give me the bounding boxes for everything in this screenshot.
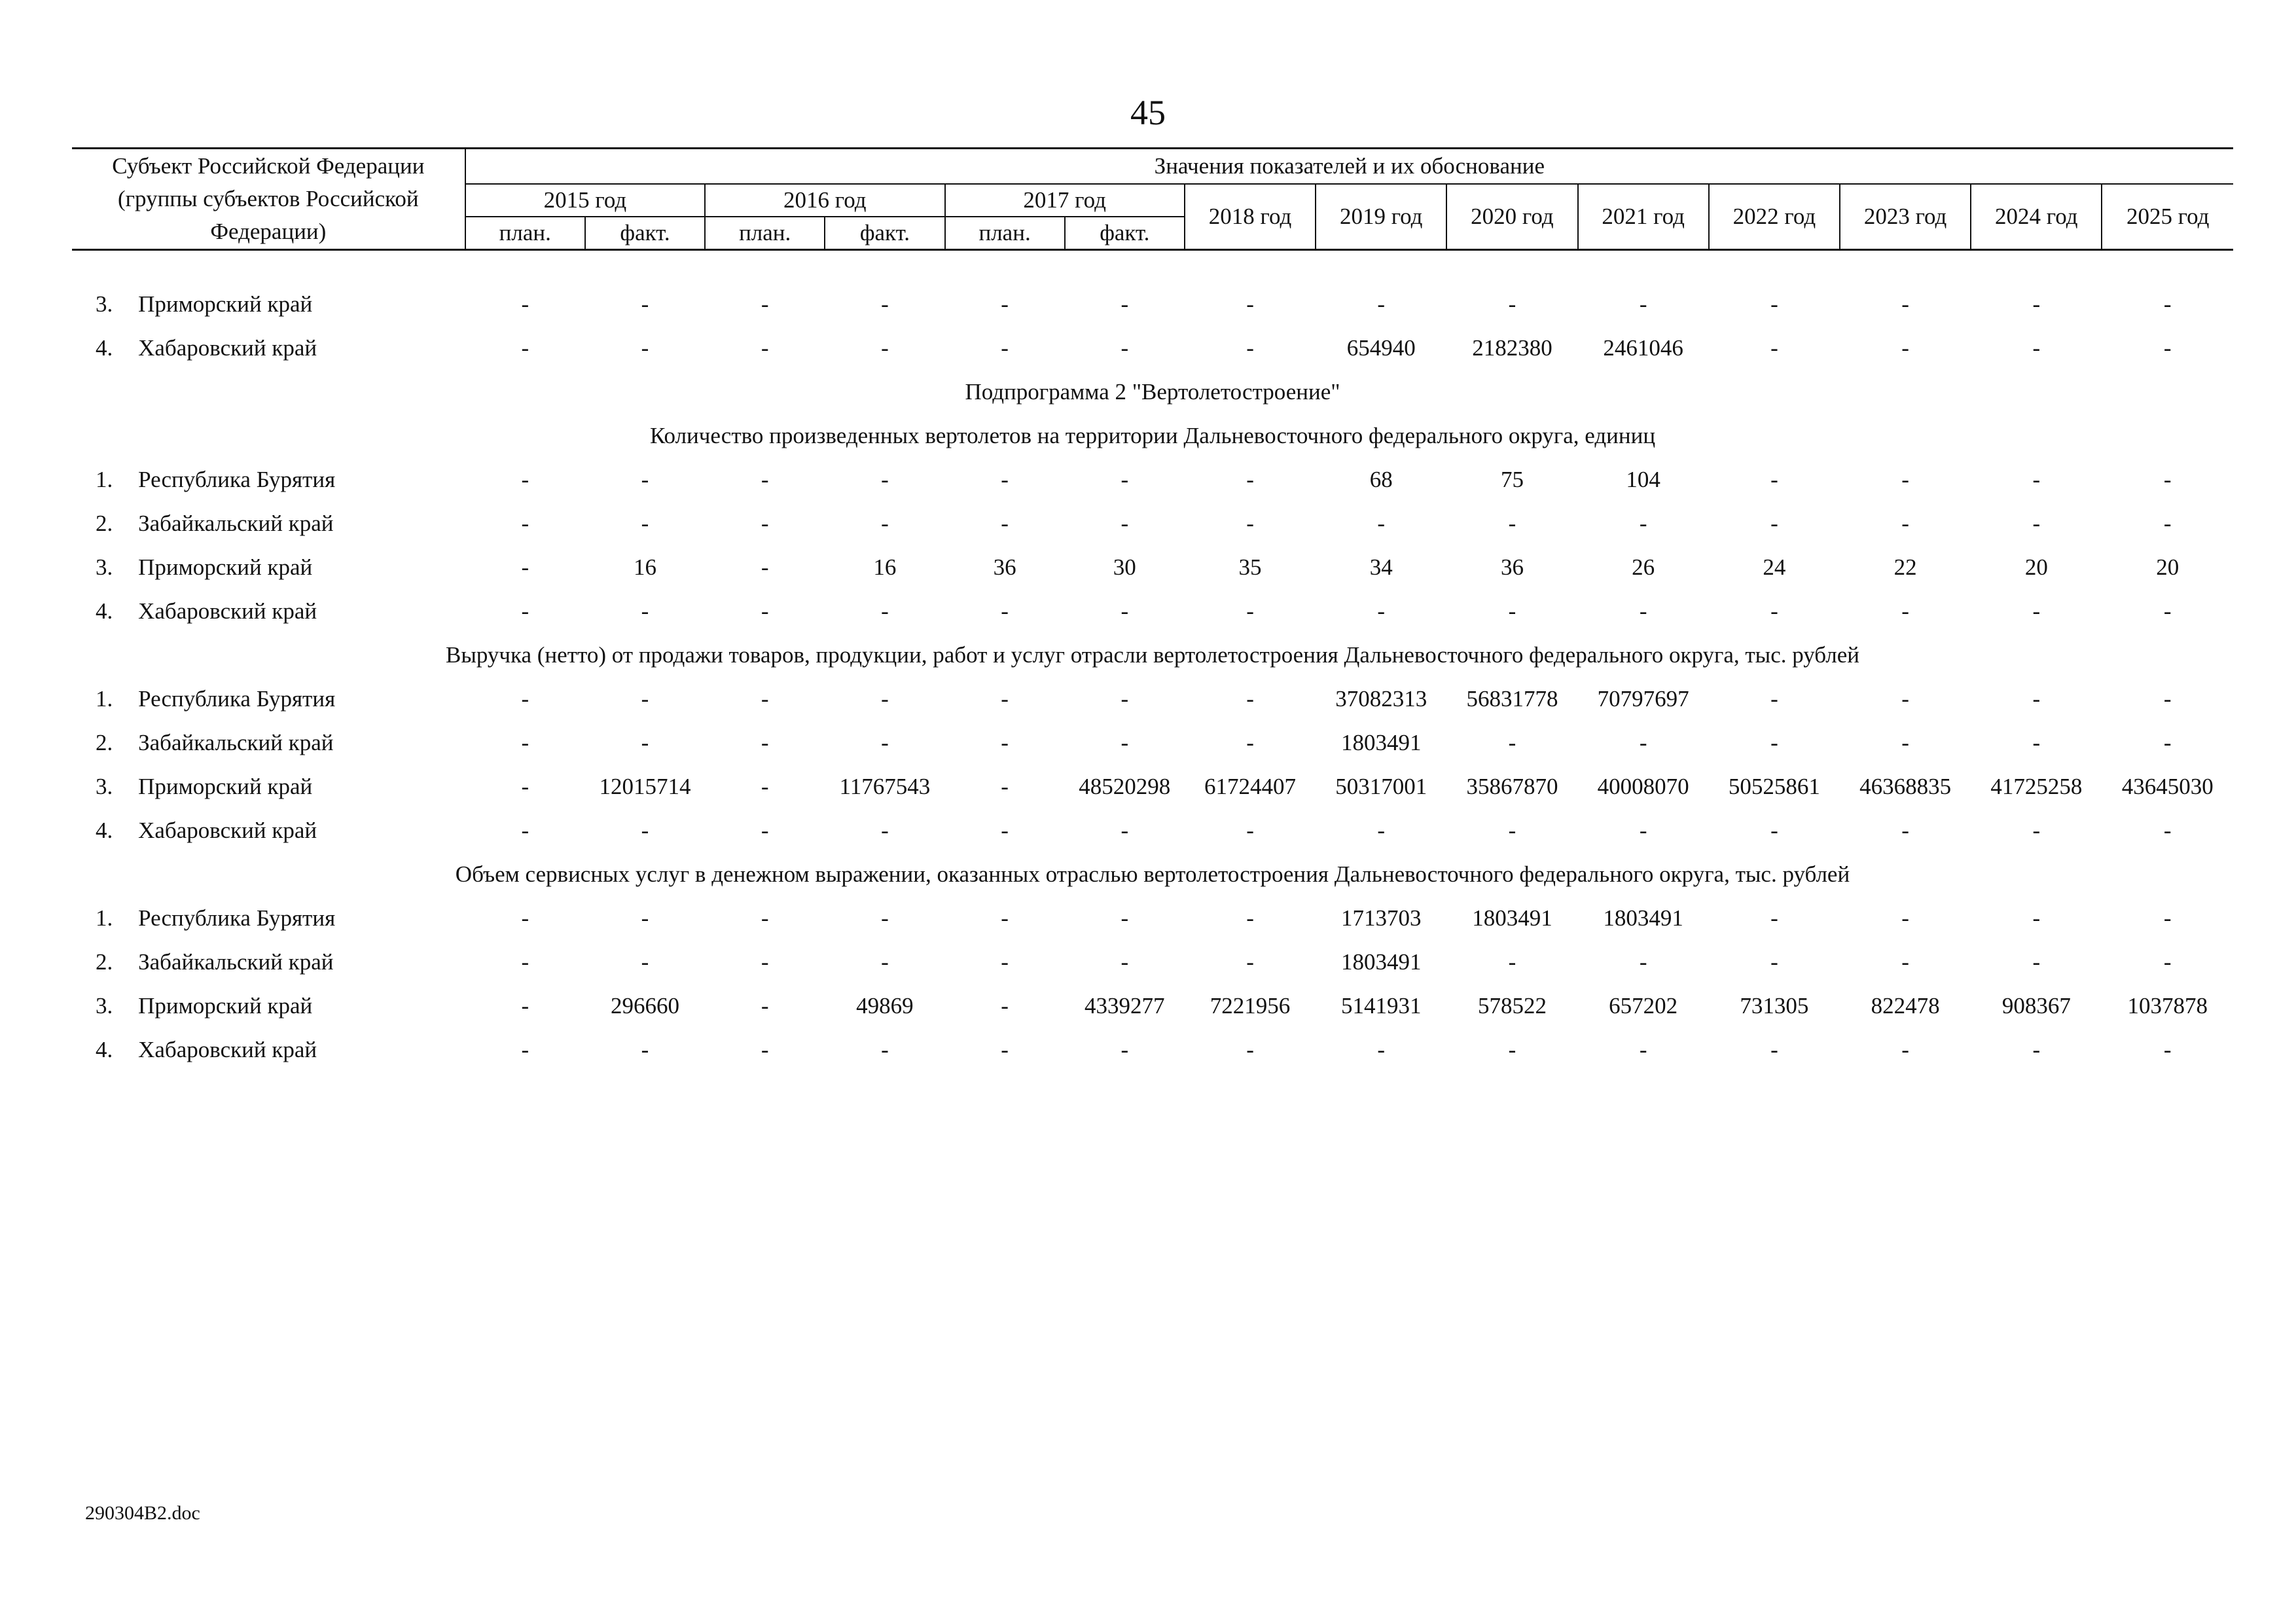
value-cell: - [1246, 685, 1254, 712]
value-cell: - [761, 948, 769, 975]
table-row [72, 501, 2233, 545]
value-cell: 37082313 [1335, 685, 1427, 712]
value-cell: - [1901, 510, 1909, 536]
value-cell: - [2163, 948, 2172, 975]
value-cell: - [1377, 510, 1386, 536]
year-header-2019: 2019 год [1316, 184, 1446, 250]
row-number: 4. [96, 1036, 113, 1062]
value-cell: - [1508, 291, 1516, 317]
value-cell: 56831778 [1466, 685, 1558, 712]
value-cell: - [1770, 905, 1778, 931]
region-name: Хабаровский край [138, 817, 317, 843]
table-row [72, 545, 2233, 589]
value-cell: - [2163, 291, 2172, 317]
table-row [72, 765, 2233, 808]
value-cell: 22 [1893, 554, 1917, 580]
value-cell: - [1246, 948, 1254, 975]
value-cell: - [881, 948, 889, 975]
value-cell: - [1001, 905, 1009, 931]
value-cell: - [1508, 510, 1516, 536]
value-cell: 30 [1113, 554, 1136, 580]
value-cell: - [1508, 729, 1516, 755]
table-row [72, 808, 2233, 852]
value-cell: 70797697 [1597, 685, 1689, 712]
value-cell: - [1001, 817, 1009, 843]
value-cell: - [1246, 466, 1254, 492]
value-cell: - [2032, 948, 2041, 975]
value-cell: - [761, 992, 769, 1019]
value-cell: - [1770, 466, 1778, 492]
value-cell: - [1639, 510, 1647, 536]
value-cell: 20 [2024, 554, 2048, 580]
values-header: Значения показателей и их обоснование [465, 149, 2233, 185]
section-title: Подпрограмма 2 "Вертолетостроение" [965, 378, 1340, 405]
value-cell: - [641, 905, 649, 931]
value-cell: - [2163, 598, 2172, 624]
value-cell: - [1770, 685, 1778, 712]
value-cell: - [1639, 729, 1647, 755]
row-number: 4. [96, 598, 113, 624]
value-cell: - [1770, 1036, 1778, 1062]
value-cell: - [761, 1036, 769, 1062]
value-cell: - [641, 729, 649, 755]
table-row [72, 326, 2233, 370]
value-cell: - [521, 510, 529, 536]
value-cell: - [1508, 948, 1516, 975]
value-cell: - [521, 334, 529, 361]
value-cell: - [521, 992, 529, 1019]
value-cell: - [761, 817, 769, 843]
year-header-2016: 2016 год [705, 184, 944, 217]
value-cell: - [2163, 685, 2172, 712]
region-name: Приморский край [138, 773, 313, 799]
fact-header-2017: факт. [1065, 217, 1185, 250]
value-cell: - [2032, 598, 2041, 624]
year-header-2020: 2020 год [1446, 184, 1577, 250]
value-cell: 35 [1238, 554, 1262, 580]
fact-header-2015: факт. [585, 217, 705, 250]
value-cell: - [1246, 905, 1254, 931]
value-cell: - [641, 598, 649, 624]
year-header-2018: 2018 год [1185, 184, 1316, 250]
value-cell: - [761, 773, 769, 799]
value-cell: - [1770, 291, 1778, 317]
value-cell: 40008070 [1597, 773, 1689, 799]
value-cell: - [1639, 291, 1647, 317]
row-number: 1. [96, 905, 113, 931]
value-cell: - [641, 334, 649, 361]
value-cell: - [521, 1036, 529, 1062]
value-cell: - [641, 466, 649, 492]
value-cell: - [761, 334, 769, 361]
row-number: 2. [96, 510, 113, 536]
value-cell: - [1246, 1036, 1254, 1062]
value-cell: - [881, 466, 889, 492]
value-cell: - [1121, 598, 1129, 624]
value-cell: 75 [1500, 466, 1524, 492]
value-cell: - [2163, 905, 2172, 931]
table-row [72, 458, 2233, 501]
value-cell: 12015714 [599, 773, 691, 799]
value-cell: - [2163, 510, 2172, 536]
value-cell: 48520298 [1079, 773, 1171, 799]
value-cell: 68 [1369, 466, 1393, 492]
table-row [72, 677, 2233, 721]
value-cell: - [521, 729, 529, 755]
value-cell: - [641, 948, 649, 975]
region-name: Забайкальский край [138, 729, 334, 755]
value-cell: - [1770, 510, 1778, 536]
section-title-row [72, 370, 2233, 414]
value-cell: 4339277 [1085, 992, 1165, 1019]
value-cell: - [761, 291, 769, 317]
value-cell: - [1639, 948, 1647, 975]
value-cell: - [2163, 1036, 2172, 1062]
value-cell: - [1001, 729, 1009, 755]
value-cell: - [1901, 291, 1909, 317]
year-header-2015: 2015 год [465, 184, 705, 217]
value-cell: - [521, 817, 529, 843]
value-cell: 43645030 [2121, 773, 2214, 799]
value-cell: - [641, 510, 649, 536]
value-cell: - [1377, 1036, 1386, 1062]
value-cell: - [1121, 334, 1129, 361]
value-cell: - [2163, 817, 2172, 843]
value-cell: 61724407 [1204, 773, 1297, 799]
value-cell: - [1246, 598, 1254, 624]
value-cell: - [761, 554, 769, 580]
value-cell: - [1770, 948, 1778, 975]
value-cell: - [521, 466, 529, 492]
row-number: 2. [96, 948, 113, 975]
value-cell: - [1246, 510, 1254, 536]
value-cell: - [521, 554, 529, 580]
value-cell: - [1121, 510, 1129, 536]
value-cell: - [1121, 729, 1129, 755]
row-number: 3. [96, 992, 113, 1019]
plan-header-2015: план. [465, 217, 585, 250]
section-title: Выручка (нетто) от продажи товаров, продукции, работ и услуг отрасли вертолетостроения Дальневосточного федерального округа, тыс. рублей [446, 641, 1859, 668]
value-cell: 20 [2156, 554, 2179, 580]
value-cell: - [761, 598, 769, 624]
value-cell: 822478 [1871, 992, 1940, 1019]
value-cell: 2182380 [1472, 334, 1552, 361]
year-header-2023: 2023 год [1840, 184, 1971, 250]
value-cell: - [1639, 1036, 1647, 1062]
value-cell: - [881, 729, 889, 755]
value-cell: 1803491 [1340, 729, 1422, 755]
value-cell: - [2032, 291, 2041, 317]
value-cell: 731305 [1740, 992, 1809, 1019]
value-cell: - [521, 598, 529, 624]
value-cell: - [521, 291, 529, 317]
value-cell: - [1639, 817, 1647, 843]
value-cell: - [1001, 598, 1009, 624]
value-cell: - [1901, 1036, 1909, 1062]
document-filename: 290304B2.doc [85, 1502, 200, 1524]
value-cell: - [881, 817, 889, 843]
table-row [72, 896, 2233, 940]
value-cell: 5141931 [1340, 992, 1422, 1019]
table-row [72, 282, 2233, 326]
year-header-2017: 2017 год [945, 184, 1185, 217]
value-cell: - [761, 466, 769, 492]
value-cell: - [1001, 466, 1009, 492]
value-cell: - [1377, 291, 1386, 317]
value-cell: 50317001 [1335, 773, 1427, 799]
value-cell: 49869 [856, 992, 914, 1019]
value-cell: - [1508, 598, 1516, 624]
value-cell: - [1508, 1036, 1516, 1062]
value-cell: 7221956 [1210, 992, 1291, 1019]
value-cell: - [1901, 729, 1909, 755]
header-spacer [72, 250, 2233, 283]
value-cell: - [641, 817, 649, 843]
value-cell: 35867870 [1466, 773, 1558, 799]
value-cell: - [641, 291, 649, 317]
value-cell: 1037878 [2127, 992, 2208, 1019]
value-cell: - [2032, 510, 2041, 536]
value-cell: - [521, 773, 529, 799]
subject-column-header: Субъект Российской Федерации (группы субъектов Российской Федерации) [72, 149, 465, 250]
section-title-row [72, 414, 2233, 458]
value-cell: - [1121, 1036, 1129, 1062]
year-header-2021: 2021 год [1578, 184, 1709, 250]
spacer-cell [72, 250, 2233, 283]
region-name: Республика Бурятия [138, 905, 336, 931]
value-cell: - [1121, 817, 1129, 843]
value-cell: - [1121, 685, 1129, 712]
page-number: 45 [1130, 93, 1166, 132]
value-cell: - [1246, 334, 1254, 361]
value-cell: - [881, 905, 889, 931]
value-cell: - [1121, 948, 1129, 975]
value-cell: - [1770, 729, 1778, 755]
value-cell: 578522 [1477, 992, 1547, 1019]
value-cell: - [1001, 948, 1009, 975]
value-cell: 41725258 [1990, 773, 2083, 799]
value-cell: - [1770, 334, 1778, 361]
value-cell: - [2032, 334, 2041, 361]
value-cell: - [1001, 992, 1009, 1019]
value-cell: 1803491 [1340, 948, 1422, 975]
row-number: 4. [96, 817, 113, 843]
value-cell: - [1246, 729, 1254, 755]
value-cell: - [2032, 817, 2041, 843]
value-cell: - [761, 905, 769, 931]
value-cell: 24 [1763, 554, 1786, 580]
year-header-2024: 2024 год [1971, 184, 2102, 250]
plan-header-2017: план. [945, 217, 1065, 250]
value-cell: - [521, 948, 529, 975]
value-cell: 104 [1626, 466, 1660, 492]
value-cell: - [1377, 598, 1386, 624]
region-name: Хабаровский край [138, 1036, 317, 1062]
row-number: 2. [96, 729, 113, 755]
value-cell: - [881, 1036, 889, 1062]
table-row [72, 589, 2233, 633]
indicator-table-wrapper [72, 147, 2233, 1072]
section-title: Количество произведенных вертолетов на территории Дальневосточного федерального округа, единиц [649, 422, 1656, 448]
region-name: Республика Бурятия [138, 685, 336, 712]
value-cell: 46368835 [1859, 773, 1952, 799]
value-cell: - [1001, 1036, 1009, 1062]
value-cell: 908367 [2001, 992, 2071, 1019]
value-cell: 1803491 [1603, 905, 1683, 931]
value-cell: - [641, 685, 649, 712]
value-cell: - [1246, 291, 1254, 317]
value-cell: - [2032, 1036, 2041, 1062]
value-cell: - [1001, 334, 1009, 361]
value-cell: - [1901, 905, 1909, 931]
table-body [72, 250, 2233, 1072]
value-cell: 11767543 [839, 773, 931, 799]
value-cell: - [1001, 685, 1009, 712]
plan-header-2016: план. [705, 217, 825, 250]
row-number: 1. [96, 685, 113, 712]
value-cell: - [881, 598, 889, 624]
table-row [72, 1028, 2233, 1072]
region-name: Хабаровский край [138, 598, 317, 624]
value-cell: 34 [1369, 554, 1393, 580]
fact-header-2016: факт. [825, 217, 944, 250]
value-cell: - [1901, 466, 1909, 492]
row-number: 1. [96, 466, 113, 492]
region-name: Забайкальский край [138, 510, 334, 536]
table-row [72, 940, 2233, 984]
value-cell: 657202 [1609, 992, 1678, 1019]
section-title-row [72, 633, 2233, 677]
row-number: 3. [96, 554, 113, 580]
value-cell: - [2163, 729, 2172, 755]
table-header [72, 149, 2233, 250]
region-name: Приморский край [138, 554, 313, 580]
value-cell: - [1901, 685, 1909, 712]
region-name: Хабаровский край [138, 334, 317, 361]
value-cell: - [761, 729, 769, 755]
value-cell: 296660 [610, 992, 679, 1019]
row-number: 4. [96, 334, 113, 361]
value-cell: - [2032, 685, 2041, 712]
value-cell: - [1001, 510, 1009, 536]
value-cell: - [761, 510, 769, 536]
row-number: 3. [96, 291, 113, 317]
value-cell: - [2163, 466, 2172, 492]
value-cell: - [2032, 905, 2041, 931]
region-name: Приморский край [138, 291, 313, 317]
value-cell: - [1901, 598, 1909, 624]
value-cell: 654940 [1346, 334, 1416, 361]
region-name: Республика Бурятия [138, 466, 336, 492]
table-row [72, 984, 2233, 1028]
row-number: 3. [96, 773, 113, 799]
table-row [72, 721, 2233, 765]
region-name: Приморский край [138, 992, 313, 1019]
value-cell: - [1121, 291, 1129, 317]
value-cell: - [881, 291, 889, 317]
indicator-table [72, 147, 2233, 1072]
section-title-row [72, 852, 2233, 896]
year-header-2025: 2025 год [2102, 184, 2233, 250]
value-cell: - [881, 334, 889, 361]
region-name: Забайкальский край [138, 948, 334, 975]
value-cell: - [1901, 334, 1909, 361]
value-cell: - [641, 1036, 649, 1062]
value-cell: 26 [1632, 554, 1655, 580]
value-cell: - [1639, 598, 1647, 624]
value-cell: - [521, 685, 529, 712]
value-cell: - [1001, 773, 1009, 799]
value-cell: - [1901, 948, 1909, 975]
value-cell: 50525861 [1728, 773, 1820, 799]
value-cell: - [1121, 466, 1129, 492]
value-cell: 16 [633, 554, 656, 580]
value-cell: - [1377, 817, 1386, 843]
value-cell: 2461046 [1603, 334, 1683, 361]
value-cell: - [881, 685, 889, 712]
value-cell: - [2032, 466, 2041, 492]
value-cell: - [1770, 817, 1778, 843]
value-cell: - [1508, 817, 1516, 843]
value-cell: - [761, 685, 769, 712]
value-cell: 1713703 [1340, 905, 1422, 931]
value-cell: 36 [1500, 554, 1524, 580]
value-cell: - [521, 905, 529, 931]
value-cell: 16 [873, 554, 897, 580]
value-cell: - [2163, 334, 2172, 361]
section-title: Объем сервисных услуг в денежном выражении, оказанных отраслью вертолетостроения Дальневосточного федерального округа, тыс. рублей [455, 861, 1850, 887]
value-cell: - [881, 510, 889, 536]
value-cell: 36 [993, 554, 1016, 580]
year-header-2022: 2022 год [1709, 184, 1840, 250]
value-cell: - [1246, 817, 1254, 843]
value-cell: - [1001, 291, 1009, 317]
value-cell: - [1121, 905, 1129, 931]
value-cell: - [1901, 817, 1909, 843]
value-cell: 1803491 [1472, 905, 1552, 931]
value-cell: - [1770, 598, 1778, 624]
value-cell: - [2032, 729, 2041, 755]
